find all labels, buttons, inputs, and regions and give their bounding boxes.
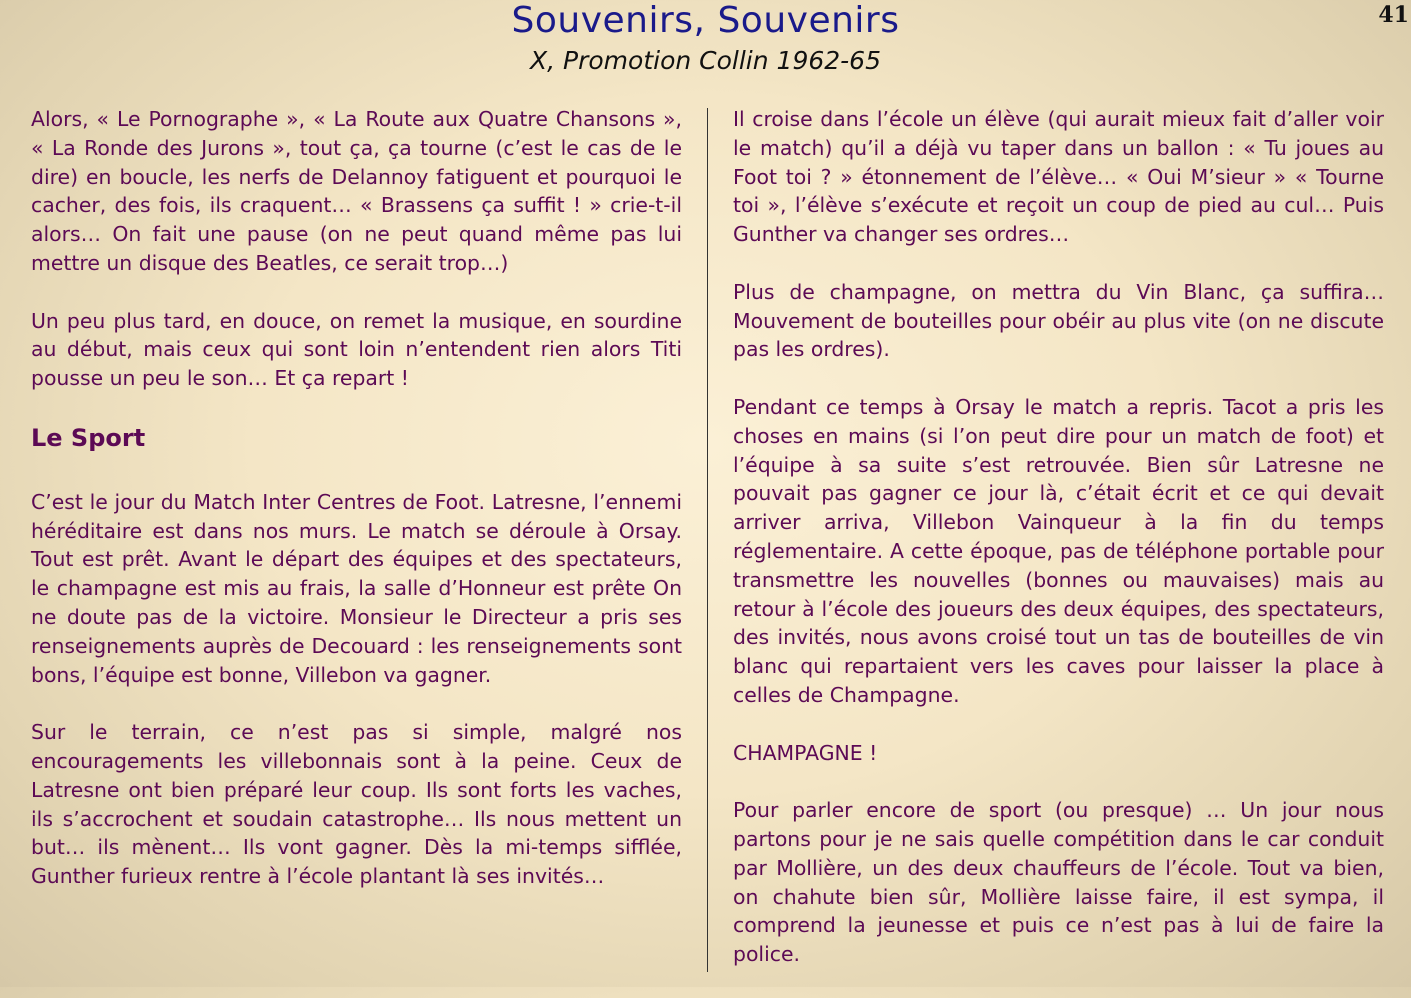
paragraph: Plus de champagne, on mettra du Vin Blanc, ça suffira… Mouvement de bouteilles pour obéir au plus vite (on ne discute pas les ordres). [733, 279, 1384, 362]
paragraph: C’est le jour du Match Inter Centres de Foot. Latresne, l’ennemi héréditaire est dans nos murs. Le match se déroule à Orsay. Tout est prêt. Avant le départ des équipes et des spectateurs, le champagne est mis au frais, la salle d’Honneur est prête On ne doute pas de la victoire. Monsieur le Directeur a pris ses renseignements auprès de Decouard : les renseignements sont bons, l’équipe est bonne, Villebon va gagner. [31, 489, 682, 687]
paragraph: CHAMPAGNE ! [733, 740, 878, 765]
column-divider [707, 108, 708, 972]
page-number: 41 [1378, 2, 1409, 28]
paragraph: Un peu plus tard, en douce, on remet la musique, en sourdine au début, mais ceux qui sont loin n’entendent rien alors Titi pousse un peu le son… Et ça repart ! [31, 308, 682, 391]
section-heading: Le Sport [31, 423, 146, 452]
page-title: Souvenirs, Souvenirs [511, 0, 900, 41]
paragraph: Sur le terrain, ce n’est pas si simple, malgré nos encouragements les villebonnais sont à la peine. Ceux de Latresne ont bien préparé leur coup. Ils sont forts les vaches, ils s’accrochent et soudain catastrophe… Ils nous mettent un but… ils mènent… Ils vont gagner. Dès la mi-temps sifflée, Gunther furieux rentre à l’école plantant là ses invités… [31, 720, 682, 889]
paragraph: Pour parler encore de sport (ou presque) … Un jour nous partons pour je ne sais quelle compétition dans le car conduit par Mollière, un des deux chauffeurs de l’école. Tout va bien, on chahute bien sûr, Mollière laisse faire, il est sympa, il comprend la jeunesse et puis ce n’est pas à lui de faire la police. [733, 798, 1384, 967]
paragraph: Alors, « Le Pornographe », « La Route aux Quatre Chansons », « La Ronde des Jurons », tout ça, ça tourne (c’est le cas de le dire) en boucle, les nerfs de Delannoy fatiguent et pourquoi le cacher, des fois, ils craquent… « Brassens ça suffit ! » crie-t-il alors… On fait une pause (on ne peut quand même pas lui mettre un disque des Beatles, ce serait trop…) [31, 107, 682, 275]
right-column [733, 105, 1384, 998]
paragraph: Pendant ce temps à Orsay le match a repris. Tacot a pris les choses en mains (si l’on peut dire pour un match de foot) et l’équipe à sa suite s’est retrouvée. Bien sûr Latresne ne pouvait pas gagner ce jour là, c’était écrit et ce qui devait arriver arriva, Villebon Vainqueur à la fin du temps réglementaire. A cette époque, pas de téléphone portable pour transmettre les nouvelles (bonnes ou mauvaises) mais au retour à l’école des joueurs des deux équipes, des spectateurs, des invités, nous avons croisé tout un tas de bouteilles de vin blanc qui repartaient vers les caves pour laisser la place à celles de Champagne. [733, 394, 1384, 707]
page-header [0, 0, 1411, 76]
paragraph: Il croise dans l’école un élève (qui aurait mieux fait d’aller voir le match) qu’il a déjà vu taper dans un ballon : « Tu joues au Foot toi ? » étonnement de l’élève… « Oui M’sieur » « Tourne toi », l’élève s’exécute et reçoit un coup de pied au cul… Puis Gunther va changer ses ordres… [733, 107, 1384, 247]
page-subtitle: X, Promotion Collin 1962-65 [530, 46, 881, 75]
left-column [31, 105, 682, 920]
